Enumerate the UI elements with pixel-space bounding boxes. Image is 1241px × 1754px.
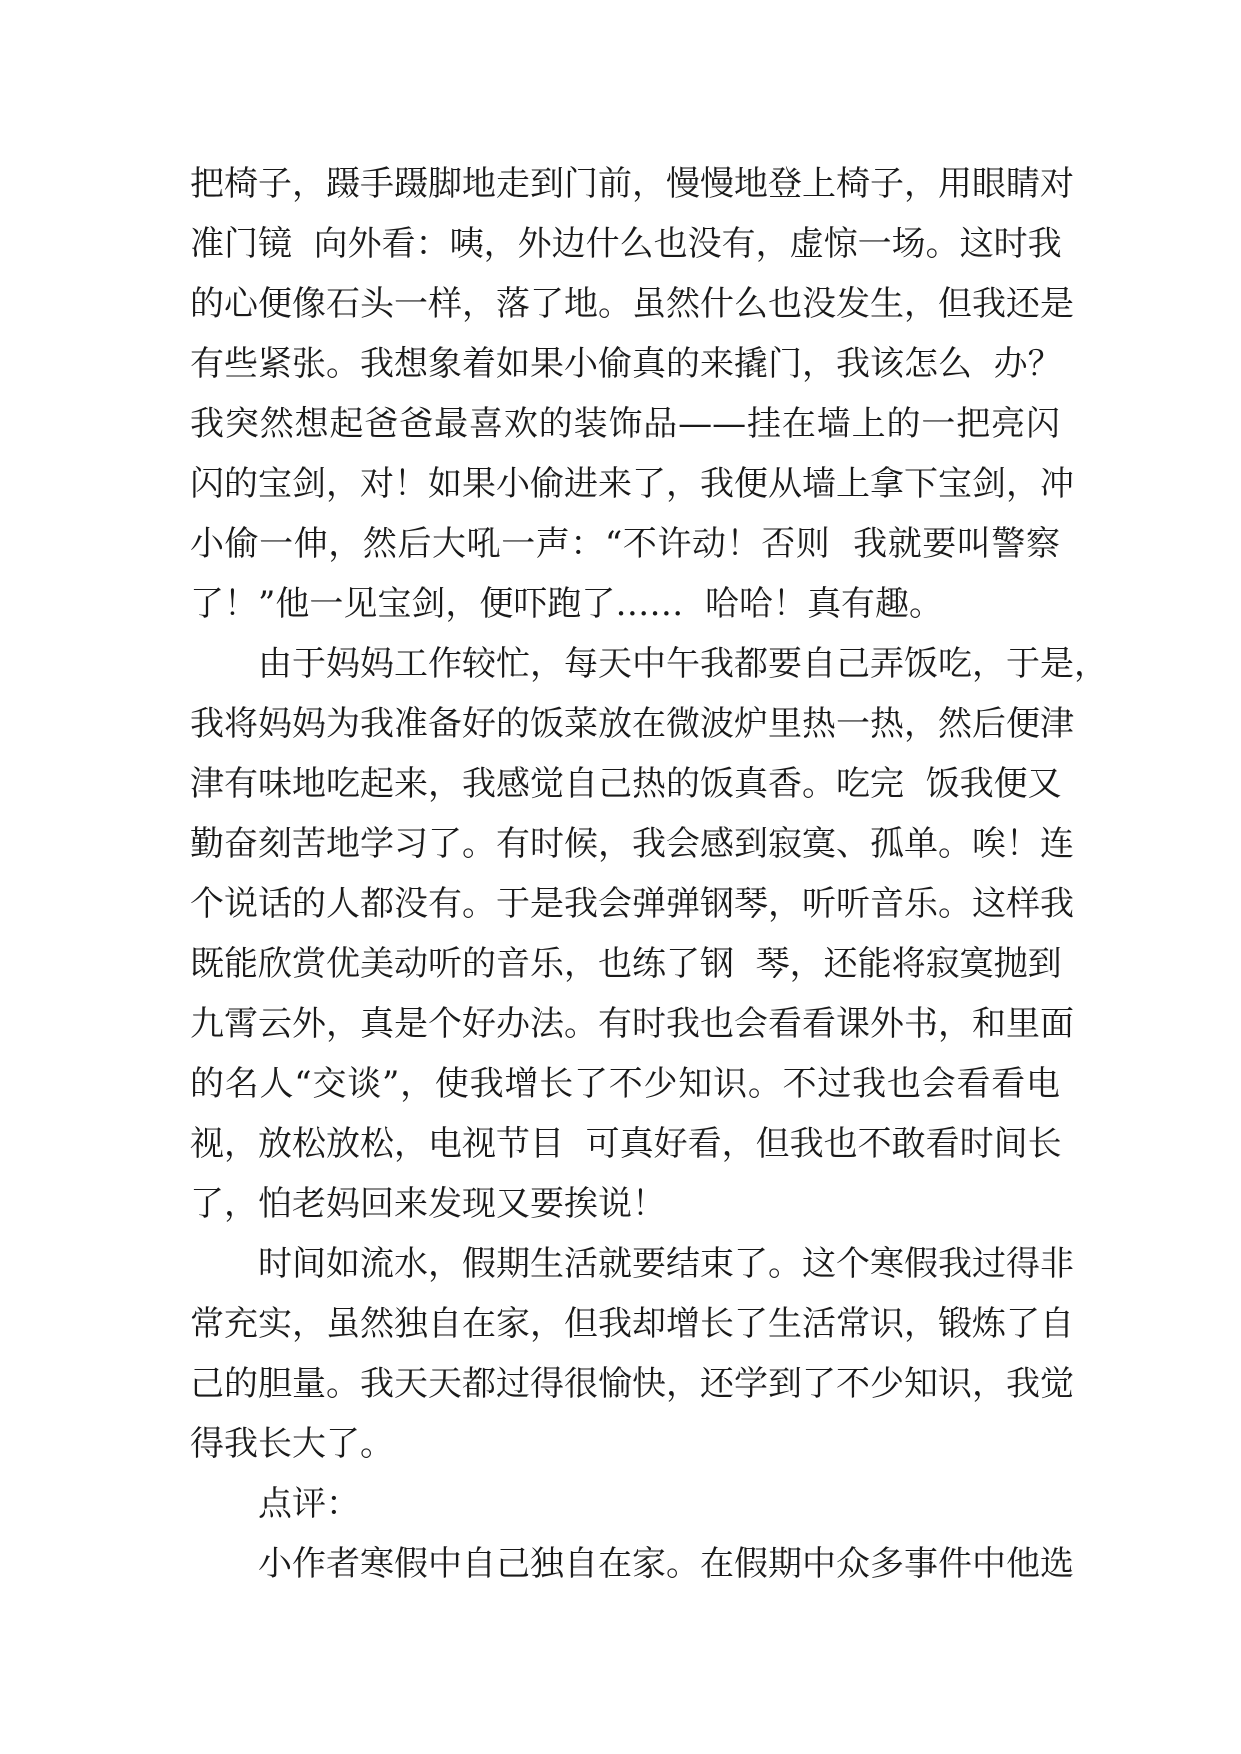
text-line: 有些紧张。我想象着如果小偷真的来撬门，我该怎么 办？ [190, 344, 1062, 384]
text-line: 准门镜 向外看：咦，外边什么也没有，虚惊一场。这时我 [190, 224, 1062, 264]
text-line: 个说话的人都没有。于是我会弹弹钢琴，听听音乐。这样我 [190, 884, 1074, 924]
comment-heading: 点评： [258, 1484, 360, 1524]
text-line: 了！”他一见宝剑，便吓跑了…… 哈哈！真有趣。 [190, 584, 943, 624]
text-line: 视，放松放松，电视节目 可真好看，但我也不敢看时间长 [190, 1124, 1062, 1164]
text-line: 九霄云外，真是个好办法。有时我也会看看课外书，和里面 [190, 1004, 1074, 1044]
text-line: 我突然想起爸爸最喜欢的装饰品——挂在墙上的一把亮闪 [190, 404, 1060, 444]
text-line: 的名人“交谈”，使我增长了不少知识。不过我也会看看电 [190, 1064, 1060, 1104]
paragraph-first-line: 由于妈妈工作较忙，每天中午我都要自己弄饭吃，于是， [258, 644, 1108, 684]
text-line: 把椅子，蹑手蹑脚地走到门前，慢慢地登上椅子，用眼睛对 [190, 164, 1074, 204]
text-line: 我将妈妈为我准备好的饭菜放在微波炉里热一热，然后便津 [190, 704, 1074, 744]
text-line: 了，怕老妈回来发现又要挨说！ [190, 1184, 666, 1224]
text-line: 津有味地吃起来，我感觉自己热的饭真香。吃完 饭我便又 [190, 764, 1062, 804]
text-line: 勤奋刻苦地学习了。有时候，我会感到寂寞、孤单。唉！连 [190, 824, 1074, 864]
text-line: 的心便像石头一样，落了地。虽然什么也没发生，但我还是 [190, 284, 1074, 324]
text-line: 己的胆量。我天天都过得很愉快，还学到了不少知识，我觉 [190, 1364, 1074, 1404]
text-line: 小偷一伸，然后大吼一声：“不许动！否则 我就要叫警察 [190, 524, 1060, 564]
text-line: 闪的宝剑，对！如果小偷进来了，我便从墙上拿下宝剑，冲 [190, 464, 1074, 504]
text-line: 常充实，虽然独自在家，但我却增长了生活常识，锻炼了自 [190, 1304, 1074, 1344]
paragraph-first-line: 小作者寒假中自己独自在家。在假期中众多事件中他选 [258, 1544, 1074, 1584]
paragraph-first-line: 时间如流水，假期生活就要结束了。这个寒假我过得非 [258, 1244, 1074, 1284]
text-line: 既能欣赏优美动听的音乐，也练了钢 琴，还能将寂寞抛到 [190, 944, 1062, 984]
text-line: 得我长大了。 [190, 1424, 394, 1464]
